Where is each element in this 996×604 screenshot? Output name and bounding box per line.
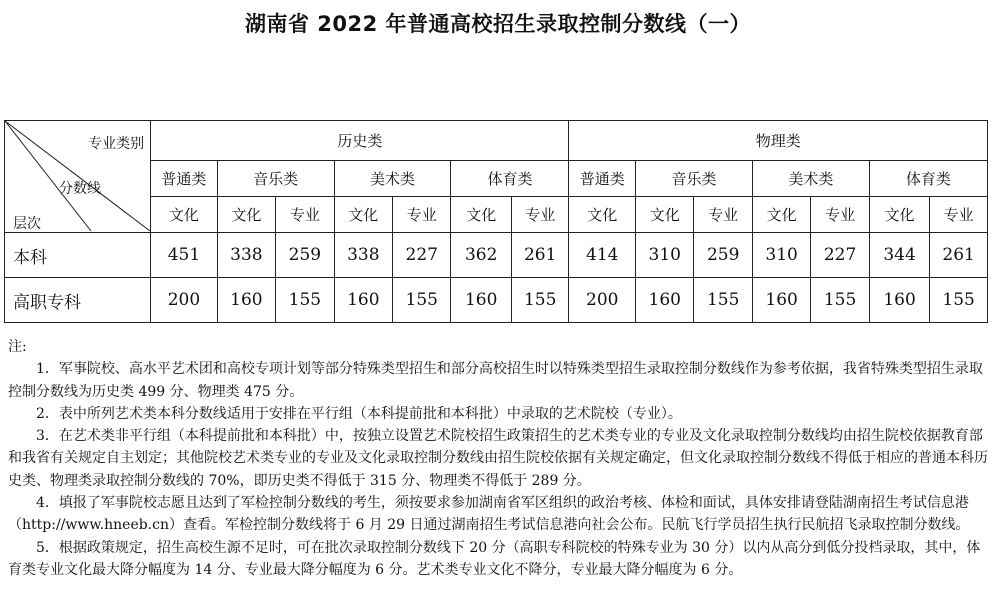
subheader: 文化 <box>151 197 218 233</box>
notes-section <box>8 336 988 581</box>
group-header-physics: 物理类 <box>569 121 988 161</box>
subheader: 文化 <box>334 197 392 233</box>
note-item: 5．根据政策规定，招生高校生源不足时，可在批次录取控制分数线下 20 分（高职专科院校的特殊专业为 30 分）以内从高分到低分投档录取，其中，体育类专业文化最大降分幅度为 14 分、专业最大降分幅度为 6 分。艺术类专业文化不降分，专业最大降分幅度为 6 分。 <box>8 539 981 578</box>
corner-label-category: 专业类别 <box>88 136 145 152</box>
subheader: 专业 <box>511 197 569 233</box>
note-item: 1．军事院校、高水平艺术团和高校专项计划等部分特殊类型招生和部分高校招生时以特殊类型招生录取控制分数线作为参考依据，我省特殊类型招生录取控制分数线为历史类 499 分、物理类 475 分。 <box>8 361 983 400</box>
score-cell: 155 <box>276 278 334 323</box>
score-cell: 414 <box>569 233 636 278</box>
subheader: 专业 <box>930 197 988 233</box>
notes-label: 注: <box>8 339 27 355</box>
score-cell: 451 <box>151 233 218 278</box>
category-header: 音乐类 <box>217 161 334 197</box>
score-cell: 227 <box>811 233 869 278</box>
subheader: 文化 <box>217 197 275 233</box>
score-cell: 259 <box>694 233 752 278</box>
score-cell: 344 <box>869 233 929 278</box>
subheader: 专业 <box>393 197 451 233</box>
category-header: 美术类 <box>334 161 451 197</box>
subheader: 文化 <box>451 197 511 233</box>
corner-label-score: 分数线 <box>59 181 101 197</box>
table-row-vocational <box>5 278 988 323</box>
subheader: 文化 <box>636 197 694 233</box>
row-level-label: 本科 <box>5 233 151 278</box>
score-cell: 362 <box>451 233 511 278</box>
page-title: 湖南省 2022 年普通高校招生录取控制分数线（一） <box>244 12 752 36</box>
category-header: 普通类 <box>151 161 218 197</box>
score-cell: 200 <box>151 278 218 323</box>
note-item: 2．表中所列艺术类本科分数线适用于安排在平行组（本科提前批和本科批）中录取的艺术院校（专业）。 <box>36 405 682 422</box>
category-header: 体育类 <box>869 161 987 197</box>
score-cell: 261 <box>930 233 988 278</box>
score-cell: 155 <box>511 278 569 323</box>
table-corner-cell <box>5 121 151 233</box>
score-cell: 259 <box>276 233 334 278</box>
score-cell: 338 <box>334 233 392 278</box>
table-row-undergraduate <box>5 233 988 278</box>
score-cell: 160 <box>869 278 929 323</box>
subheader: 文化 <box>569 197 636 233</box>
group-header-history: 历史类 <box>151 121 569 161</box>
score-cell: 310 <box>752 233 810 278</box>
score-cell: 338 <box>217 233 275 278</box>
score-cell: 160 <box>334 278 392 323</box>
subheader: 专业 <box>694 197 752 233</box>
category-header: 体育类 <box>451 161 569 197</box>
row-level-label: 高职专科 <box>5 278 151 323</box>
subheader: 文化 <box>752 197 810 233</box>
score-cell: 310 <box>636 233 694 278</box>
note-item: 4．填报了军事院校志愿且达到了军检控制分数线的考生，须按要求参加湖南省军区组织的政治考核、体检和面试，具体安排请登陆湖南招生考试信息港（http://www.hneeb.cn）查看。军检控制分数线将于 6 月 29 日通过湖南招生考试信息港向社会公布。民航飞行学员招生执行民航招飞录取控制分数线。 <box>8 495 970 534</box>
score-cell: 160 <box>752 278 810 323</box>
score-cell: 261 <box>511 233 569 278</box>
note-item: 3．在艺术类非平行组（本科提前批和本科批）中，按独立设置艺术院校招生政策招生的艺术类专业的专业及文化录取控制分数线均由招生院校依据教育部和我省有关规定自主划定；其他院校艺术类专业的专业及文化录取控制分数线由招生院校依据有关规定确定，但文化录取控制分数线不得低于相应的普通本科历史类、物理类录取控制分数线的 70%，即历史类不得低于 315 分、物理类不得低于 289 分。 <box>8 428 988 489</box>
corner-label-level: 层次 <box>13 216 41 232</box>
score-table <box>4 120 988 323</box>
score-cell: 227 <box>393 233 451 278</box>
category-header: 普通类 <box>569 161 636 197</box>
score-cell: 160 <box>636 278 694 323</box>
score-cell: 155 <box>393 278 451 323</box>
subheader: 专业 <box>276 197 334 233</box>
category-header: 美术类 <box>752 161 869 197</box>
score-cell: 160 <box>217 278 275 323</box>
score-cell: 155 <box>930 278 988 323</box>
score-cell: 160 <box>451 278 511 323</box>
subheader: 专业 <box>811 197 869 233</box>
score-cell: 155 <box>811 278 869 323</box>
score-cell: 200 <box>569 278 636 323</box>
score-cell: 155 <box>694 278 752 323</box>
subheader: 文化 <box>869 197 929 233</box>
category-header: 音乐类 <box>636 161 753 197</box>
